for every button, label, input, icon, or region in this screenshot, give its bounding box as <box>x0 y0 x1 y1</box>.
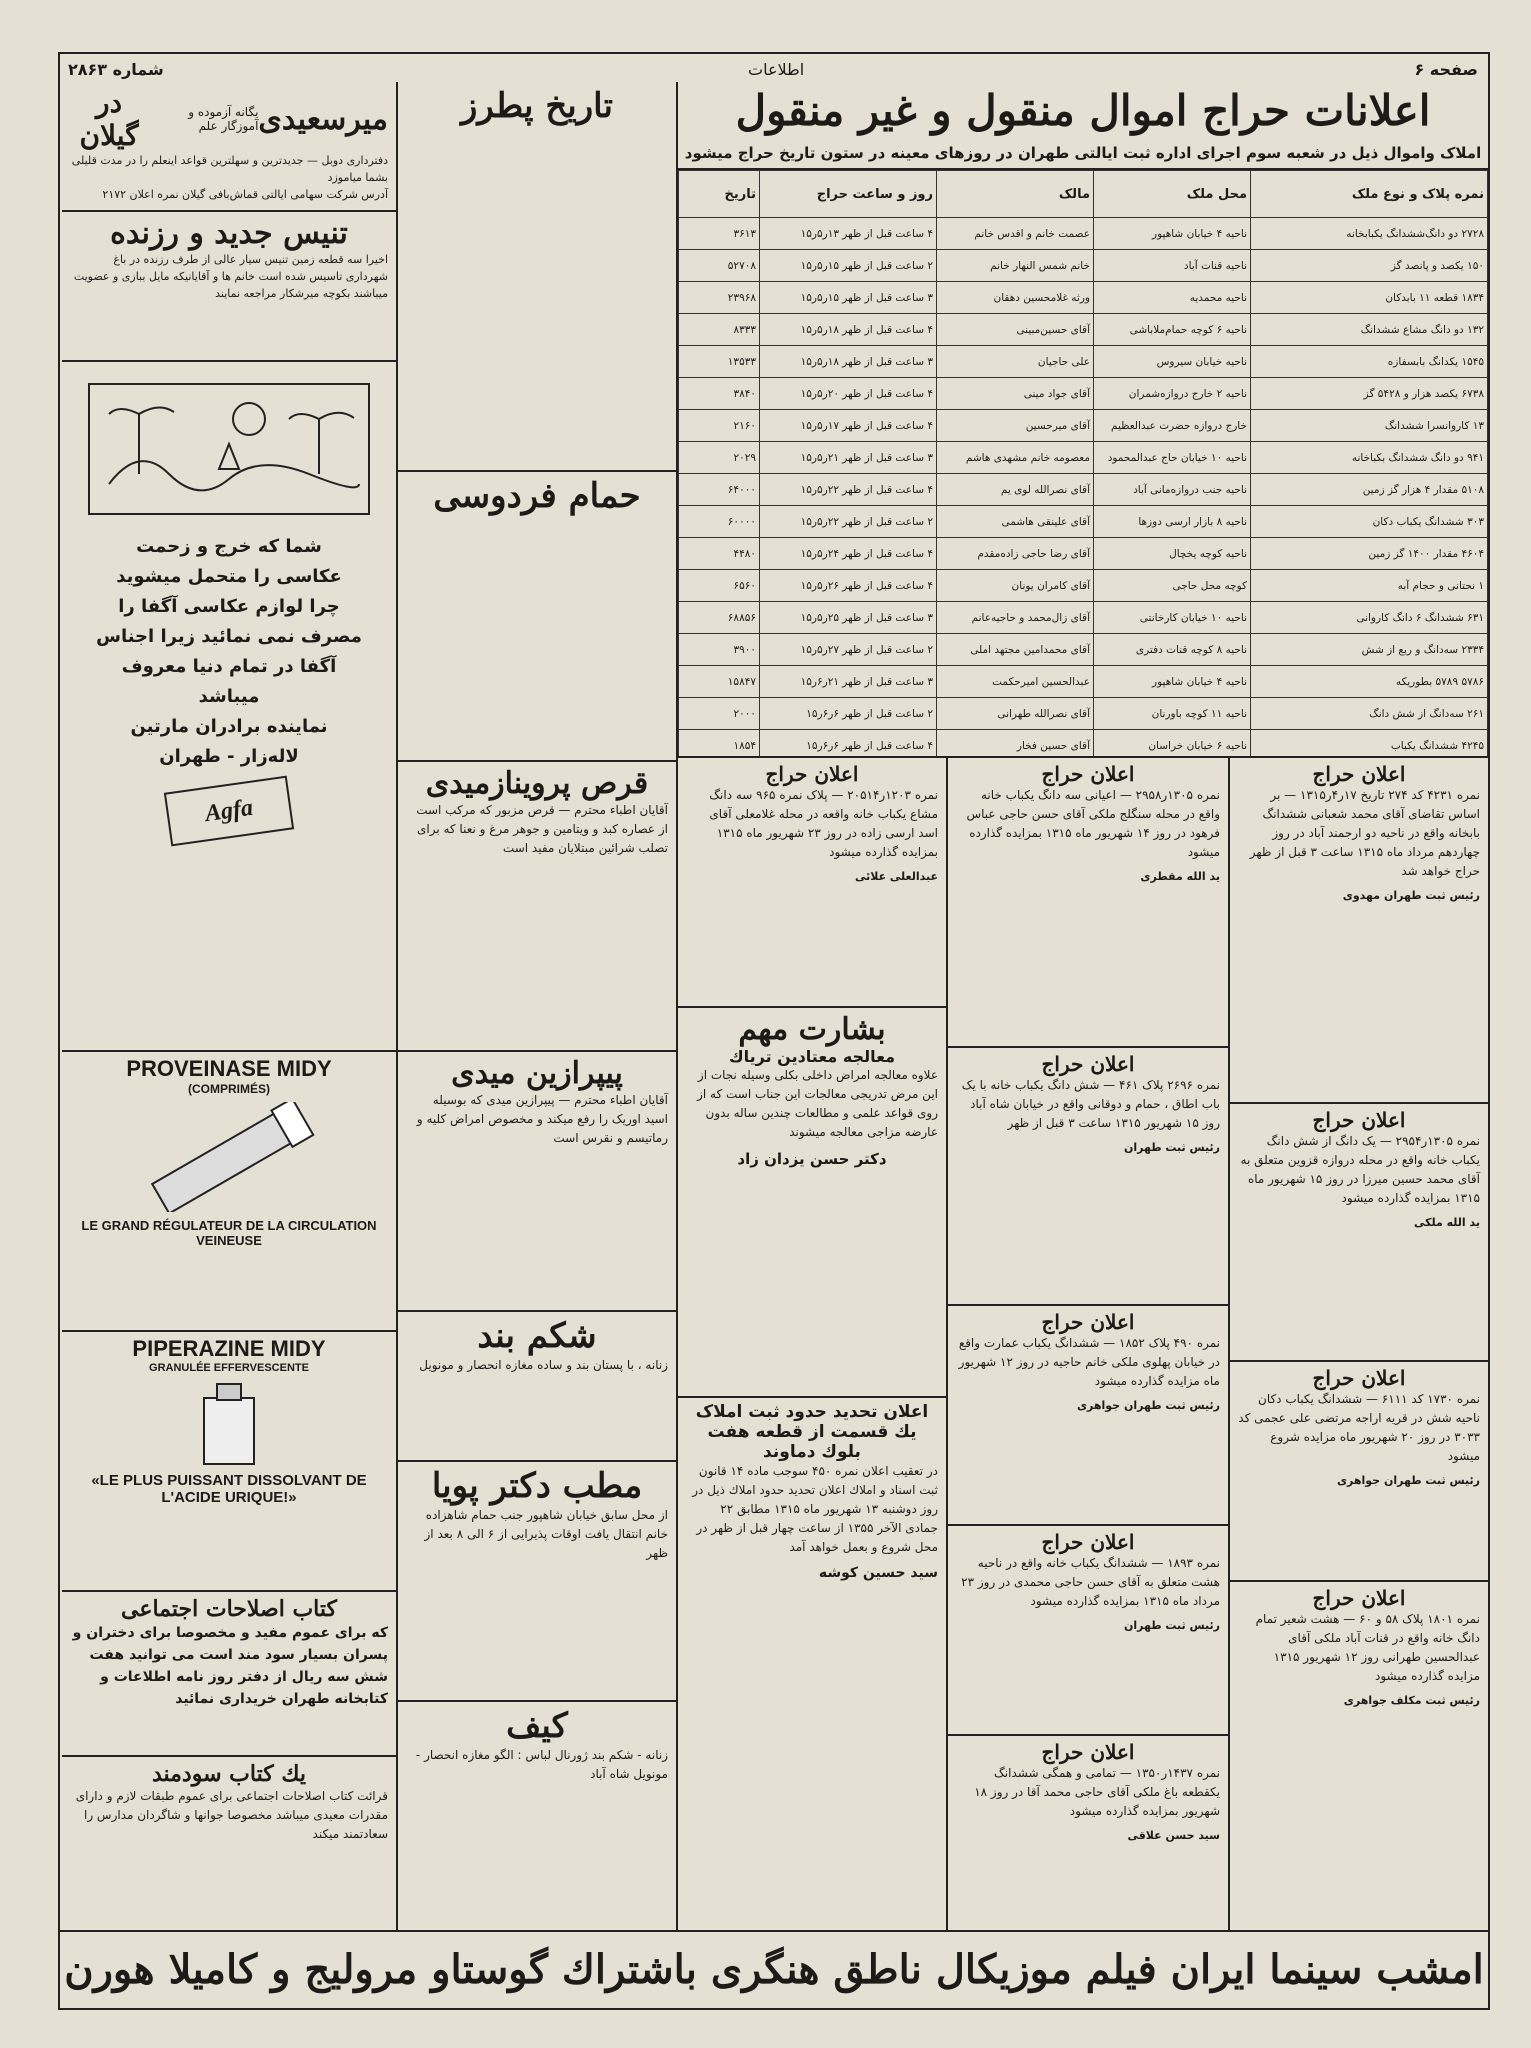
teacher-sub: یگانه آزموده و آموزگار علم <box>188 105 259 133</box>
table-cell: ناحیه محمدیه <box>1094 282 1251 314</box>
auction-sign: رئیس ثبت مکلف جواهری <box>1343 1694 1480 1707</box>
table-row <box>679 538 1488 570</box>
main-title: اعلانات حراج اموال منقول و غیر منقول <box>735 86 1431 135</box>
table-row <box>679 602 1488 634</box>
table-cell: آقای رضا حاجی زاده‌مقدم <box>937 538 1094 570</box>
table-cell: ناحیه ۸ کوچه قنات دفتری <box>1094 634 1251 666</box>
auction-box <box>948 758 1228 1048</box>
auction-sign: رئیس ثبت طهران جواهری <box>1076 1399 1220 1412</box>
agfa-line: لاله‌زار - طهران <box>159 746 299 767</box>
auction-title: اعلان حراج <box>1041 762 1135 786</box>
table-cell: ۵۲۷۰۸ <box>679 250 760 282</box>
table-cell: ۸۳۳۳ <box>679 314 760 346</box>
table-row <box>679 218 1488 250</box>
auction-title: اعلان حراج <box>1041 1310 1135 1334</box>
auction-box <box>948 1306 1228 1526</box>
auction-box <box>948 1736 1228 1932</box>
section-name: اطلاعات <box>748 60 805 79</box>
teacher-name: میرسعیدی <box>258 101 388 137</box>
bisharat-body: علاوه معالجه امراض داخلی بکلی وسیله نجات از این مرض تدریجی معالجات این جناب است که از روی قواعد علمی و مطالعات چندین ساله بدون عارضه مزاجی معالجه میشوند <box>697 1068 938 1139</box>
bisharat-title: بشارت مهم <box>738 1012 886 1047</box>
table-cell: ۲ ساعت قبل از ظهر ۱۵ر۵ر۱۵ <box>760 250 937 282</box>
doctor-title: مطب دکتر پویا <box>431 1466 643 1506</box>
table-cell: کوچه محل حاجی <box>1094 570 1251 602</box>
table-cell: آقای علینقی هاشمی <box>937 506 1094 538</box>
table-cell: ۲۳۳۴ سه‌دانگ و ربع از شش <box>1251 634 1488 666</box>
auction-text: نمره ۴۹۰ پلاک ۱۸۵۲ — ششدانگ یکباب عمارت واقع در خیابان پهلوی ملکی خانم حاجیه در روز ۱۲ شهریور ماه مزایده گذارده میشود <box>958 1336 1220 1388</box>
table-cell: ۱۵۰ یکصد و پانصد گز <box>1251 250 1488 282</box>
table-cell: ناحیه خیابان سیروس <box>1094 346 1251 378</box>
auction-title: اعلان حراج <box>1312 1366 1406 1390</box>
book2-body: قرائت کتاب اصلاحات اجتماعی برای عموم طبقات لازم و دارای مقدرات معیدی میباشد مخصوصا جوانها و شاگردان مدارس را سعادتمند میکند <box>75 1789 388 1841</box>
table-cell: معصومه خانم مشهدی هاشم <box>937 442 1094 474</box>
table-cell: آقای کامران یونان <box>937 570 1094 602</box>
auction-text: نمره ۲۶۹۶ پلاک ۴۶۱ — شش دانگ یکباب خانه با یک باب اطاق ، حمام و دوقانی واقع در خیابان شاه آباد روز ۱۵ شهریور ۱۳۱۵ ساعت ۳ قبل از ظهر <box>961 1078 1220 1130</box>
col-header: مالک <box>937 171 1094 218</box>
proveinase-fa-title: قرص پروینازمیدی <box>425 766 649 801</box>
piperazine-fa-ad <box>398 1052 676 1312</box>
cinema-banner: امشب سینما ایران فیلم موزیکال ناطق هنگری باشتراك گوستاو مرولیج و کامیلا هورن <box>60 1930 1488 2008</box>
table-cell: آقای نصرالله لوی یم <box>937 474 1094 506</box>
doctor-ad <box>398 1462 676 1702</box>
table-cell: ۱۵۴۵ یکدانگ بابسفازه <box>1251 346 1488 378</box>
table-cell: ناحیه کوچه یخچال <box>1094 538 1251 570</box>
table-cell: ۲۳۹۶۸ <box>679 282 760 314</box>
auction-text: نمره ۱۸۹۳ — ششدانگ یکباب خانه واقع در ناحیه هشت متعلق به آقای حسن حاجی محمدی در روز ۲۳ مرداد ماه ۱۳۱۵ بمزایده گذارده میشود <box>961 1556 1220 1608</box>
shekam-ad <box>398 1312 676 1462</box>
table-cell: ۴ ساعت قبل از ظهر ۱۳ر۵ر۱۵ <box>760 218 937 250</box>
auction-sign: عبدالعلی علائی <box>854 870 938 883</box>
auction-sign: رئیس ثبت طهران مهدوی <box>1342 889 1480 902</box>
table-cell: ۲۶۱ سه‌دانگ از شش دانگ <box>1251 698 1488 730</box>
book2-ad <box>62 1757 396 1932</box>
agfa-line: نماینده برادران مارتین <box>130 716 328 737</box>
proveinase-fa-body: آقایان اطباء محترم — قرص مزبور که مرکب است از عصاره کبد و ویتامین و جوهر مرغ و نعنا که برای تصلب شرائین مبتلایان مفید است <box>416 803 668 855</box>
col-header: روز و ساعت حراج <box>760 171 937 218</box>
tarikh-ad <box>398 82 676 472</box>
auction-title: اعلان حراج <box>765 762 859 786</box>
bisharat-ad <box>678 1008 946 1398</box>
table-row <box>679 314 1488 346</box>
teacher-address: آدرس شرکت سهامی ایالتی قماش‌بافی گیلان نمره اعلان ۲۱۷۲ <box>102 188 388 201</box>
auction-box <box>948 1048 1228 1306</box>
table-cell: ناحیه ۶ خیابان خراسان <box>1094 730 1251 759</box>
kif-body: زنانه - شکم بند ژورنال لباس : الگو مغازه انحصار - مونویل شاه آباد <box>415 1748 668 1781</box>
table-cell: ۳ ساعت قبل از ظهر ۲۱ر۵ر۱۵ <box>760 442 937 474</box>
agfa-logo: Agfa <box>164 776 294 847</box>
table-cell: آقای محمدامین مجتهد املی <box>937 634 1094 666</box>
auction-box <box>948 1526 1228 1736</box>
table-cell: ۱ نحتانی و حجام آبه <box>1251 570 1488 602</box>
table-cell: ۵۷۸۶ ۵۷۸۹ بطوریکه <box>1251 666 1488 698</box>
auction-title: اعلان حراج <box>1312 1586 1406 1610</box>
table-cell: ورثه غلامحسین دهقان <box>937 282 1094 314</box>
shekam-title: شکم بند <box>477 1316 597 1356</box>
teacher-body: دفترداری دوبل — جدیدترین و سهلترین قواعد اینعلم را در مدت قلیلی بشما میاموزد <box>71 154 388 184</box>
auction-sign: رئیس ثبت طهران <box>1123 1141 1220 1154</box>
table-row <box>679 634 1488 666</box>
col-header: محل ملک <box>1094 171 1251 218</box>
tennis-title: تنیس جدید و رزنده <box>110 216 348 251</box>
tennis-body: اخیرا سه قطعه زمین تنیس سیار عالی از طرف رزنده در باغ شهرداری تاسیس شده است خانم ها و آقایانیکه مایل ببازی و عضویت میباشند بکوچه میرشکار مراجعه نمایند <box>73 253 388 300</box>
table-cell: ۳ ساعت قبل از ظهر ۲۱ر۶ر۱۵ <box>760 666 937 698</box>
table-row <box>679 378 1488 410</box>
agfa-line: عکاسی را متحمل میشوید <box>116 566 342 587</box>
table-cell: ۴۶۰۴ مقدار ۱۴۰۰ گز زمین <box>1251 538 1488 570</box>
table-row <box>679 442 1488 474</box>
auction-title: اعلان حراج <box>1041 1530 1135 1554</box>
auction-sign: سید حسن علاقی <box>1127 1829 1220 1842</box>
piperazine-fa-title: پیپرازین میدی <box>451 1056 623 1091</box>
piperazine-ad <box>62 1332 396 1592</box>
table-cell: ناحیه ۴ خیابان شاهپور <box>1094 666 1251 698</box>
auction-text: نمره ۱۲۰۳ر۲۰۵۱۴ — پلاک نمره ۹۶۵ سه دانگ مشاع یکباب خانه واقعه در محله غلامعلی آقای اسد ارسی زاده در روز ۲۳ شهریور ماه ۱۳۱۵ بمزایده گذارده میشود <box>709 788 938 859</box>
proveinase-fa-ad <box>398 762 676 1052</box>
piperazine-subtitle: GRANULÉE EFFERVESCENTE <box>149 1362 309 1374</box>
doctor-body: از محل سابق خیابان شاهپور جنب حمام شاهزاده خانم انتقال یافت اوقات پذیرایی از ۶ الی ۸ بعد از ظهر <box>424 1508 668 1560</box>
table-cell: ناحیه ۲ خارج دروازه‌شمران <box>1094 378 1251 410</box>
table-cell: ۴ ساعت قبل از ظهر ۲۴ر۵ر۱۵ <box>760 538 937 570</box>
table-cell: ۶۰۰۰۰ <box>679 506 760 538</box>
proveinase-ad <box>62 1052 396 1332</box>
auction-box <box>678 758 946 1008</box>
table-cell: ۳۶۱۳ <box>679 218 760 250</box>
table-cell: ۲۰۲۹ <box>679 442 760 474</box>
table-cell: خارج دروازه حضرت عبدالعظیم <box>1094 410 1251 442</box>
table-row <box>679 570 1488 602</box>
table-cell: عصمت خانم و اقدس خانم <box>937 218 1094 250</box>
table-cell: ۲۰۰۰ <box>679 698 760 730</box>
table-cell: ۴۴۸۰ <box>679 538 760 570</box>
hamam-ad <box>398 472 676 762</box>
bisharat-subtitle: معالجه معتادین تریاك <box>728 1047 896 1066</box>
table-cell: ناحیه ۱۰ خیابان کارخانتی <box>1094 602 1251 634</box>
table-cell: ۳ ساعت قبل از ظهر ۲۵ر۵ر۱۵ <box>760 602 937 634</box>
table-cell: آقای حسین فخار <box>937 730 1094 759</box>
bottle-icon <box>169 1378 289 1468</box>
auction-sign: ید الله ملکی <box>1413 1216 1480 1229</box>
table-cell: ۲ ساعت قبل از ظهر ۲۲ر۵ر۱۵ <box>760 506 937 538</box>
auction-title: اعلان حراج <box>1041 1740 1135 1764</box>
tahdid-notice <box>678 1398 946 1932</box>
table-cell: آقای زال‌محمد و حاجیه‌عانم <box>937 602 1094 634</box>
table-cell: ناحیه ۱۰ خیابان حاج عبدالمحمود <box>1094 442 1251 474</box>
table-cell: ۴ ساعت قبل از ظهر ۲۰ر۵ر۱۵ <box>760 378 937 410</box>
table-cell: ۶۸۸۵۶ <box>679 602 760 634</box>
table-cell: ناحیه ۶ کوچه حمام‌ملاباشی <box>1094 314 1251 346</box>
auction-sign: ید الله مقطری <box>1140 870 1220 883</box>
auction-text: نمره ۱۳۰۵ر۲۹۵۸ — اعیانی سه دانگ یکباب خانه واقع در محله سنگلج ملکی آقای حسن حاجی عباس فرهود در روز ۱۴ شهریور ماه ۱۳۱۵ بمزایده گذارده میشود <box>966 788 1220 859</box>
tennis-ad <box>62 212 396 362</box>
tahdid-title: اعلان تحدید حدود ثبت املاک یك قسمت از قطعه هفت بلوك دماوند <box>695 1402 929 1462</box>
agfa-ad <box>62 362 396 1052</box>
newspaper-page <box>58 52 1490 2010</box>
table-row <box>679 666 1488 698</box>
kif-ad <box>398 1702 676 1932</box>
table-cell: ۳۸۴۰ <box>679 378 760 410</box>
table-cell: ۴ ساعت قبل از ظهر ۲۲ر۵ر۱۵ <box>760 474 937 506</box>
auction-box <box>1230 758 1488 1104</box>
table-cell: ۶۳۱ ششدانگ ۶ دانگ کاروانی <box>1251 602 1488 634</box>
table-row <box>679 346 1488 378</box>
table-cell: ۴ ساعت قبل از ظهر ۱۷ر۵ر۱۵ <box>760 410 937 442</box>
agfa-line: مصرف نمی نمائید زیرا اجناس <box>96 626 362 647</box>
table-cell: ۱۳ کاروانسرا ششدانگ <box>1251 410 1488 442</box>
proveinase-title: PROVEINASE MIDY <box>126 1056 332 1081</box>
table-cell: آقای میرحسین <box>937 410 1094 442</box>
piperazine-title: PIPERAZINE MIDY <box>132 1336 326 1361</box>
table-cell: ۲۱۶۰ <box>679 410 760 442</box>
teacher-place: در گیلان <box>79 86 139 152</box>
table-row <box>679 698 1488 730</box>
table-cell: ۶۴۰۰۰ <box>679 474 760 506</box>
auction-text: نمره ۱۷۳۰ کد ۶۱۱۱ — ششدانگ یکباب دکان ناحیه شش در قریه اراجه مرتضی علی عجمی کد ۳۰۳۳ در روز ۲۰ شهریور ماه مزایده شروع میشود <box>1238 1392 1480 1463</box>
tahdid-sign: سید حسین کوشه <box>818 1565 938 1581</box>
table-cell: ۴ ساعت قبل از ظهر ۱۸ر۵ر۱۵ <box>760 314 937 346</box>
page-number: صفحه ۶ <box>1414 60 1478 79</box>
table-cell: ۳۰۳ ششدانگ یکباب دکان <box>1251 506 1488 538</box>
left-ads-column <box>60 82 396 1932</box>
tarikh-title: تاریخ پطرز <box>460 86 614 126</box>
agfa-line: چرا لوازم عکاسی آگفا را <box>118 596 340 617</box>
table-cell: ۲ ساعت قبل از ظهر ۶ر۶ر۱۵ <box>760 698 937 730</box>
second-auction-column <box>946 758 1228 1932</box>
kif-title: کیف <box>506 1706 568 1746</box>
beach-illustration-icon <box>79 374 379 524</box>
auction-text: نمره ۴۲۳۱ کد ۲۷۴ تاریخ ۱۷ر۴ر۱۳۱۵ — بر اساس تقاضای آقای محمد شعبانی ششدانگ بابخانه واقع در ناحیه دو ارجمند آباد در روز چهاردهم مرداد ماه ۱۳۱۵ ساعت ۳ قبل از ظهر حراج خواهد شد <box>1249 788 1480 878</box>
table-cell: ۲ ساعت قبل از ظهر ۲۷ر۵ر۱۵ <box>760 634 937 666</box>
table-cell: ۳۹۰۰ <box>679 634 760 666</box>
book-title: کتاب اصلاحات اجتماعی <box>120 1596 337 1622</box>
issue-number: شماره ۲۸۶۳ <box>68 60 164 79</box>
bisharat-sign: دکتر حسن یزدان زاد <box>737 1150 887 1168</box>
table-cell: ۹۴۱ دو دانگ ششدانگ بکباخانه <box>1251 442 1488 474</box>
table-row <box>679 730 1488 759</box>
auction-box <box>1230 1362 1488 1582</box>
table-cell: ناحیه ۱۱ کوچه باورنان <box>1094 698 1251 730</box>
book2-title: یك کتاب سودمند <box>151 1761 307 1787</box>
table-cell: ۴ ساعت قبل از ظهر ۲۶ر۵ر۱۵ <box>760 570 937 602</box>
auction-title: اعلان حراج <box>1312 1108 1406 1132</box>
table-cell: ۱۵۸۴۷ <box>679 666 760 698</box>
middle-ads-column <box>396 82 676 1932</box>
table-cell: علی حاجیان <box>937 346 1094 378</box>
piperazine-fa-body: آقایان اطباء محترم — پیپرازین میدی که بوسیله اسید اوریک را رفع میکند و مخصوص امراض کلیه و رماتیسم و نقرس است <box>416 1093 668 1145</box>
table-row <box>679 474 1488 506</box>
table-cell: ۱۸۳۴ قطعه ۱۱ بابدکان <box>1251 282 1488 314</box>
col-header: نمره پلاک و نوع ملک <box>1251 171 1488 218</box>
hamam-title: حمام فردوسی <box>433 476 641 516</box>
table-cell: ۱۳۵۳۳ <box>679 346 760 378</box>
auction-sign: رئیس ثبت طهران جواهری <box>1336 1474 1480 1487</box>
table-cell: ناحیه ۸ بازار ارسی دوزها <box>1094 506 1251 538</box>
table-cell: ناحیه جنب دروازه‌مانی آباد <box>1094 474 1251 506</box>
table-row <box>679 282 1488 314</box>
agfa-line: آگفا در تمام دنیا معروف <box>121 656 337 677</box>
book-ad <box>62 1592 396 1757</box>
table-cell: ۴۲۴۵ ششدانگ یکباب <box>1251 730 1488 759</box>
table-cell: ۶۷۳۸ یکصد هزار و ۵۴۲۸ گز <box>1251 378 1488 410</box>
auction-text: نمره ۱۸۰۱ پلاک ۵۸ و ۶۰ — هشت شعیر تمام دانگ خانه واقع در قنات آباد ملکی آقای عبدالحسین طهرانی روز ۱۲ شهریور ۱۳۱۵ مزایده گذارده میشود <box>1255 1612 1480 1683</box>
table-row <box>679 410 1488 442</box>
shekam-body: زنانه ، با پستان بند و ساده مغازه انحصار و مونویل <box>419 1358 668 1372</box>
teacher-ad <box>62 82 396 212</box>
agfa-line: شما که خرج و زحمت <box>136 536 322 557</box>
book-body: که برای عموم مفید و مخصوصا برای دختران و پسران بسیار سود مند است می توانید هفت شش سه ریال از دفتر روز نامه اطلاعات و کتابخانه طهران خریداری نمائید <box>72 1625 388 1707</box>
tahdid-body: در تعقیب اعلان نمره ۴۵۰ سوجب ماده ۱۴ قانون ثبت اسناد و املاك اعلان تحدید حدود املاك ذیل در روز دوشنبه ۱۳ شهریور ماه ۱۳۱۵ مطابق ۲۲ جمادی الآخر ۱۳۵۵ از ساعت چهار قبل از ظهر در محل شروع و بعمل خواهد آمد <box>692 1464 938 1554</box>
table-cell: ناحیه قنات آباد <box>1094 250 1251 282</box>
table-cell: ۱۸۵۴ <box>679 730 760 759</box>
col-header: تاریخ <box>679 171 760 218</box>
third-column <box>676 758 946 1932</box>
auction-text: نمره ۱۴۳۷ر۱۳۵۰ — تمامی و همگی ششدانگ یکقطعه باغ ملکی آقای حاجی محمد آقا در روز ۱۸ شهریور بمزایده گذارده میشود <box>974 1766 1220 1818</box>
table-cell: عبدالحسین امیرحکمت <box>937 666 1094 698</box>
table-cell: ناحیه ۴ خیابان شاهپور <box>1094 218 1251 250</box>
table-row <box>679 506 1488 538</box>
auction-title: اعلان حراج <box>1041 1052 1135 1076</box>
table-cell: ۱۳۲ دو دانگ مشاع ششدانگ <box>1251 314 1488 346</box>
table-cell: آقای نصرالله طهرانی <box>937 698 1094 730</box>
proveinase-subtitle: (COMPRIMÉS) <box>188 1082 270 1096</box>
piperazine-tagline: «LE PLUS PUISSANT DISSOLVANT DE L'ACIDE URIQUE!» <box>91 1472 367 1506</box>
table-cell: ۳ ساعت قبل از ظهر ۱۸ر۵ر۱۵ <box>760 346 937 378</box>
table-cell: ۲۷۲۸ دو دانگ‌ششدانگ یکبابخانه <box>1251 218 1488 250</box>
table-cell: آقای حسین‌مبینی <box>937 314 1094 346</box>
right-auction-column <box>1228 758 1488 1932</box>
agfa-text <box>70 532 388 772</box>
table-cell: ۵۱۰۸ مقدار ۴ هزار گز زمین <box>1251 474 1488 506</box>
main-subtitle: املاک واموال ذیل در شعبه سوم اجرای اداره ثبت ایالتی طهران در روزهای معینه در ستون تاریخ حراج میشود <box>678 140 1488 170</box>
table-cell: ۳ ساعت قبل از ظهر ۱۵ر۵ر۱۵ <box>760 282 937 314</box>
table-cell: خانم شمس النهار خانم <box>937 250 1094 282</box>
auction-title: اعلان حراج <box>1312 762 1406 786</box>
auction-table <box>678 170 1488 758</box>
agfa-line: میباشد <box>198 686 260 707</box>
proveinase-tagline: LE GRAND RÉGULATEUR DE LA CIRCULATION VEINEUSE <box>81 1218 377 1248</box>
pill-tube-icon <box>129 1102 329 1212</box>
main-auction-section <box>676 82 1488 758</box>
auction-box <box>1230 1104 1488 1362</box>
table-cell: ۴ ساعت قبل از ظهر ۶ر۶ر۱۵ <box>760 730 937 759</box>
table-cell: آقای جواد مینی <box>937 378 1094 410</box>
auction-sign: رئیس ثبت طهران <box>1123 1619 1220 1632</box>
auction-text: نمره ۱۳۰۵ر۲۹۵۴ — یک دانگ از شش دانگ یکباب خانه واقع در محله دروازه قزوین متعلق به آقای محمد حسین میرزا در روز ۱۵ شهریور ماه ۱۳۱۵ بمزایده گذارده میشود <box>1240 1134 1480 1205</box>
auction-box <box>1230 1582 1488 1932</box>
table-cell: ۶۵۶۰ <box>679 570 760 602</box>
table-row <box>679 250 1488 282</box>
